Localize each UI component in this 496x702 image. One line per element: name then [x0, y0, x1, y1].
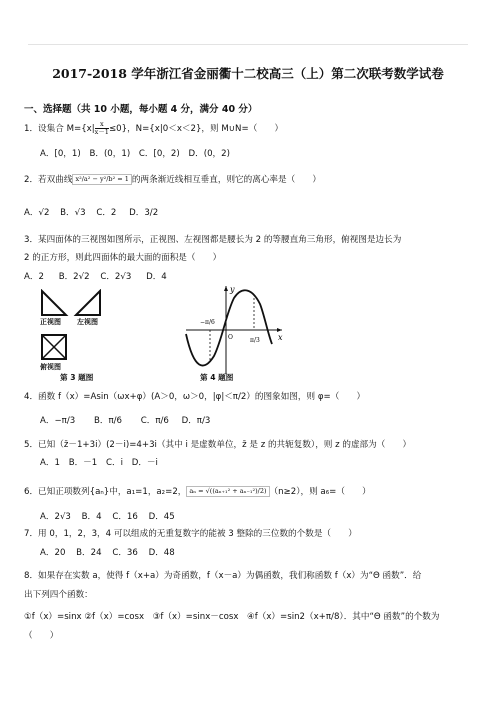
- q3-option-c: C．2√3: [100, 272, 132, 282]
- right-tick-label: π/3: [250, 337, 260, 344]
- q6-text-a: 6．已知正项数列{aₙ}中，a₁=1，a₂=2，: [24, 487, 187, 497]
- q4-options: [40, 414, 210, 428]
- q6-text-b: （n≥2），则 a₆=（ ）: [269, 487, 371, 497]
- q1-frac-den: x－1: [94, 128, 109, 136]
- q7-option-c: C．36: [112, 548, 138, 558]
- q5-options: [40, 456, 158, 470]
- q2-option-c: C．2: [96, 208, 117, 218]
- question-6: [24, 484, 474, 501]
- q7-option-b: B．24: [76, 548, 102, 558]
- q1-option-c: C．[0，2): [138, 149, 180, 159]
- x-axis-arrow: [277, 328, 282, 332]
- origin-label: O: [228, 334, 233, 341]
- front-view-label: 正视图: [40, 318, 61, 326]
- q6-option-a: A．2√3: [40, 512, 71, 522]
- q4-option-a: A．−π/3: [40, 416, 76, 426]
- three-view-figure: [40, 289, 108, 373]
- question-5: 5．已知（z̄－1+3i）(2－i)=4+3i（其中 i 是虚数单位，z̄ 是 z 的共轭复数），则 z 的虚部为（ ）: [24, 440, 412, 450]
- q3-options: [24, 270, 167, 284]
- q2-option-d: D．3/2: [129, 208, 159, 218]
- q7-option-a: A．20: [40, 548, 66, 558]
- q7-options: [40, 546, 175, 560]
- q1-text-a: 1．设集合 M={x|: [24, 124, 95, 134]
- q6-option-d: D．45: [148, 512, 175, 522]
- question-8-line-4: （ ）: [24, 631, 59, 641]
- q4-option-d: D．π/3: [181, 416, 211, 426]
- q2-text-b: 的两条渐近线相互垂直，则它的离心率是（ ）: [131, 175, 321, 185]
- q1-option-b: B．(0，1): [89, 149, 131, 159]
- q5-option-b: B．－1: [68, 458, 98, 468]
- q7-option-d: D．48: [148, 548, 175, 558]
- header-rule: [28, 44, 468, 45]
- q1-text-b: ≤0}，N={x|0＜x＜2}，则 M∪N=（ ）: [108, 124, 284, 134]
- q6-options: [40, 510, 175, 524]
- question-3-line-2: 2 的正方形，则此四面体的最大面的面积是（ ）: [24, 253, 222, 263]
- q3-option-d: D．4: [146, 272, 167, 282]
- question-8-line-1: 8．如果存在实数 a，使得 f（x+a）为奇函数，f（x－a）为偶函数，我们称函数 f（x）为“Θ 函数”．给: [24, 571, 422, 581]
- q5-option-d: D．－i: [131, 458, 158, 468]
- sine-graph-figure: [180, 284, 286, 376]
- y-axis-arrow: [224, 286, 228, 291]
- q6-option-c: C．16: [112, 512, 138, 522]
- q2-option-a: A．√2: [24, 208, 50, 218]
- front-view-triangle: [42, 291, 66, 315]
- q3-option-a: A．2: [24, 272, 44, 282]
- question-4: 4．函数 f（x）=Asin（ωx+φ）(A＞0，ω＞0，|φ|＜π/2）的图象如图，则 φ=（ ）: [24, 392, 366, 402]
- left-view-label: 左视图: [77, 318, 98, 326]
- top-view-label: 俯视图: [40, 363, 61, 371]
- q1-fraction: [95, 121, 109, 136]
- q2-equation: x²/a² − y²/b² = 1: [72, 174, 131, 185]
- q1-option-a: A．[0，1): [40, 149, 81, 159]
- left-tick-label: −π/6: [200, 319, 215, 326]
- section-heading: 一、选择题（共 10 小题，每小题 4 分，满分 40 分）: [24, 104, 258, 115]
- q6-equation: aₙ = √((aₙ₊₁² + aₙ₋₁²)/2): [186, 486, 269, 497]
- question-1: [24, 121, 474, 138]
- question-7: 7．用 0，1，2，3，4 可以组成的无重复数字的能被 3 整除的三位数的个数是（ ）: [24, 529, 357, 539]
- q4-option-b: B．π/6: [93, 416, 122, 426]
- fig3-caption: 第 3 题图: [60, 373, 94, 382]
- question-8-line-3: ①f（x）=sinx ②f（x）=cosx ③f（x）=sinx－cosx ④f（x）=sin2（x+π/8）．其中“Θ 函数”的个数为: [24, 612, 440, 622]
- question-3-line-1: 3．某四面体的三视图如图所示，正视图、左视图都是腰长为 2 的等腰直角三角形，俯视图是边长为: [24, 235, 402, 245]
- q2-options: [24, 206, 158, 220]
- q1-frac-num: x: [95, 121, 109, 129]
- q3-option-b: B．2√2: [58, 272, 90, 282]
- q2-text-a: 2．若双曲线: [24, 175, 73, 185]
- exam-title: 2017-2018 学年浙江省金丽衢十二校高三（上）第二次联考数学试卷: [52, 66, 444, 81]
- q1-options: [40, 147, 230, 161]
- y-label: y: [230, 285, 235, 294]
- q4-option-c: C．π/6: [140, 416, 169, 426]
- q2-option-b: B．√3: [60, 208, 86, 218]
- q1-option-d: D．(0，2): [188, 149, 230, 159]
- left-view-triangle: [76, 291, 100, 315]
- x-label: x: [278, 333, 283, 342]
- sine-curve: [186, 290, 272, 365]
- q6-option-b: B．4: [81, 512, 102, 522]
- question-8-line-2: 出下列四个函数：: [24, 590, 93, 600]
- fig4-caption: 第 4 题图: [200, 373, 234, 382]
- question-2: [24, 172, 474, 189]
- q5-option-c: C．i: [105, 458, 123, 468]
- q5-option-a: A．1: [40, 458, 60, 468]
